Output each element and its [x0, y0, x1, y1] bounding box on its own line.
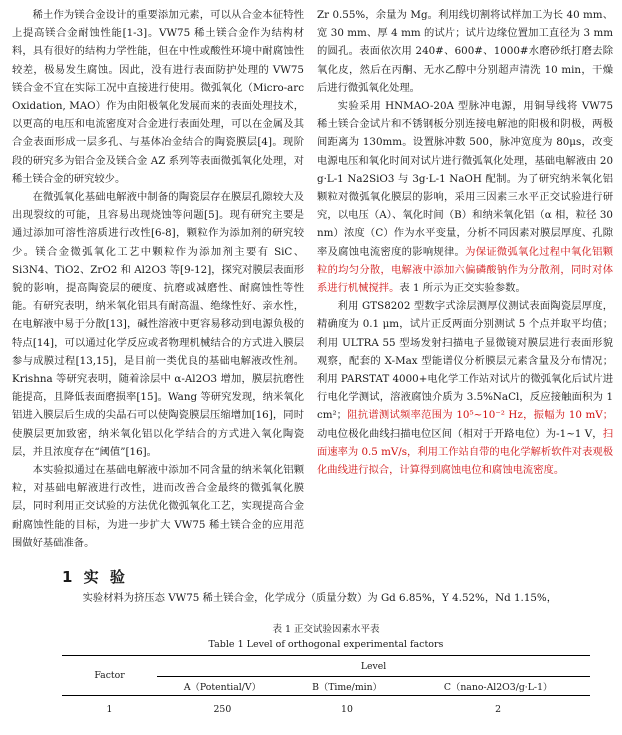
section-heading: 1 实 验 — [62, 568, 128, 586]
level-header: Level — [157, 656, 590, 677]
factor-header: Factor — [62, 656, 157, 696]
paragraph: 稀土作为镁合金设计的重要添加元素，可以从合金本征特性上提高镁合金耐蚀性能[1-3]。VW75 稀土镁合金作为结构材料，具有很好的结构力学性能，但在中性或酸性环境中耐腐蚀性较差，极易发生腐蚀。因此，没有进行表面防护处理的 VW75 镁合金不宜在实际工况中直接进行使用。微弧氧化（Micro-arc Oxidation, MAO）作为由阳极氧化发展而来的表面处理技术，以更高的电压和电流密度对合金进行表面处理，可以在金属及其合金表面形成一层多孔、与基体冶金结合的陶瓷膜层[4]。现阶段的研究多为铝合金及镁合金 AZ 系列等表面微弧氧化处理，对稀土镁合金的研究较少。 — [12, 9, 304, 185]
bottom-text — [62, 590, 590, 607]
cell-a: 250 — [213, 703, 232, 715]
text-run: 利用 GTS8202 型数字式涂层测厚仪测试表面陶瓷层厚度，精确度为 0.1 μm，试片正反两面分别测试 5 个点并取平均值；利用 ULTRA 55 型场发射扫描电子显微镜对膜层进行表面形貌观察，配套的 X-Max 型能谱仪分析膜层元素含量及分布情况；利用 PARSTAT 4000+电化学工作站对试片的微弧氧化后试片进行电化学测试，溶液腐蚀介质为 3.5%NaCl，反应接触面积为 1 cm²； — [317, 300, 613, 422]
table-caption-cn: 表 1 正交试验因素水平表 — [272, 624, 380, 635]
right-text-column — [317, 6, 613, 479]
column-header-c: C（nano-Al2O3/g·L-1） — [406, 677, 590, 696]
cell-b: 10 — [341, 703, 353, 715]
table-caption-en: Table 1 Level of orthogonal experimental factors — [208, 639, 444, 650]
paragraph: 在微弧氧化基础电解液中制备的陶瓷层存在膜层孔隙较大及出现裂纹的可能，且容易出现烧蚀等问题[5]。现有研究主要是通过添加可溶性溶质进行改性[6-8]，颗粒作为添加剂的研究较少。镁合金微弧氧化工艺中颗粒作为添加剂主要有 SiC、Si3N4、TiO2、ZrO2 和 Al2O3 等[9-12]，探究对膜层表面形貌的影响，提高陶瓷层的硬度、抗磨或减磨性、耐腐蚀性等性能。有研究表明，纳米氧化铝具有耐高温、绝缘性好、亲水性，在电解液中易于分散[13]，碱性溶液中更容易移动到电源负极的特点[14]，可以通过化学反应或者物理机械结合的方式进入膜层参与成膜过程[13,15]，是目前一类优良的基础电解液改性剂。Krishna 等研究表明，随着涂层中 α-Al2O3 增加，膜层抗磨性能提高，且降低表面磨损率[15]。Wang 等研究发现，纳米氧化铝进入膜层后生成的尖晶石可以使陶瓷膜层压缩增加[16]，同时使膜层更加致密，纳米氧化铝以化学结合的方式进入氧化陶瓷层，并且浓度存在“阈值”[16]。 — [12, 191, 304, 458]
cell-factor: 1 — [106, 703, 113, 715]
factor-table-block — [62, 622, 590, 722]
text-run: 动电位极化曲线扫描电位区间（相对于开路电位）为-1~1 V， — [317, 427, 603, 440]
highlighted-text: 扫面速率为 0.5 mV/s，利用工作站自带的电化学解析软件对表观极化曲线进行拟合，计算得到腐蚀电位和腐蚀电流密度。 — [317, 427, 613, 477]
paragraph: 本实验拟通过在基础电解液中添加不同含量的纳米氧化铝颗粒，对基础电解液进行改性，进而改善合金最终的微弧氧化膜层，同时利用正交试验的方法优化微弧氧化工艺，实现提高合金耐腐蚀性能的目标，为进一步扩大 VW75 稀土镁合金的应用范围做好基础准备。 — [12, 464, 304, 549]
text-run: 实验采用 HNMAO-20A 型脉冲电源，用铜导线将 VW75 稀土镁合金试片和不锈钢板分别连接电解池的阳极和阴极，两极间距离为 130mm。设置脉冲数 500，脉冲宽度为 80μs，改变电源电压和氧化时间对试片进行微弧氧化处理，基础电解液由 20 g·L-1 Na2SiO3 与 3g·L-1 NaOH 配制。为了研究纳米氧化铝颗粒对微弧氧化膜层的影响，采用三因素三水平正交试验进行研究，以电压（A）、氧化时间（B）和纳米氧化铝（α 相，粒径 30 nm）浓度（C）作为水平变量，分析不同因素对膜层厚度、孔隙率及腐蚀电流密度的影响规律。 — [317, 100, 613, 258]
text-run: 表 1 所示为正交实验参数。 — [399, 282, 526, 295]
left-text-column — [12, 6, 304, 552]
table-row — [62, 696, 590, 723]
paragraph — [317, 97, 613, 297]
paragraph: Zr 0.55%，余量为 Mg。利用线切割将试样加工为长 40 mm、宽 30 mm、厚 4 mm 的试片；试片边缘位置加工直径为 3 mm 的圆孔。表面依次用 240#、600#、1000#水磨砂纸打磨去除氧化皮，然后在丙酮、无水乙醇中分别超声清洗 10 min，干燥后进行微弧氧化处理。 — [317, 9, 613, 94]
paragraph — [317, 297, 613, 479]
factor-table — [62, 655, 590, 722]
column-header-b: B（Time/min） — [288, 677, 406, 696]
column-header-a: A（Potential/V） — [157, 677, 288, 696]
paragraph: 实验材料为挤压态 VW75 稀土镁合金，化学成分（质量分数）为 Gd 6.85%，Y 4.52%，Nd 1.15%， — [82, 592, 558, 604]
highlighted-text: 为保证微弧氧化过程中氧化铝颗粒的均匀分散，电解液中添加六偏磷酸钠作为分散剂，同时对体系进行机械搅拌。 — [317, 245, 614, 295]
highlighted-text: 阻抗谱测试频率范围为 10⁵~10⁻² Hz，振幅为 10 mV； — [346, 409, 613, 422]
cell-c: 2 — [495, 703, 502, 715]
